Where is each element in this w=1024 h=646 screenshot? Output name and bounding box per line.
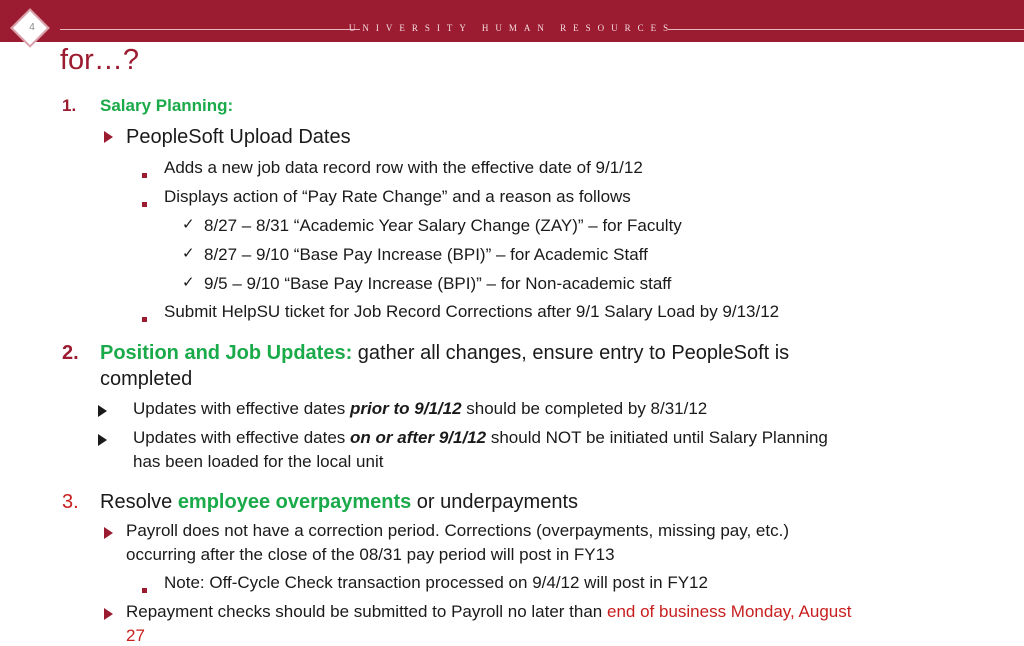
peoplesoft-upload-label: PeopleSoft Upload Dates [126, 126, 351, 148]
repayment-pre: Repayment checks should be submitted to Payroll no later than [126, 602, 607, 621]
update-item-post: should be completed by 8/31/12 [461, 399, 708, 418]
update-item-2 [133, 428, 828, 448]
check-item-text: 9/5 – 9/10 “Base Pay Increase (BPI)” – for Non-academic staff [204, 274, 672, 293]
section-1-heading: Salary Planning: [100, 96, 234, 115]
section-2-rest: gather all changes, ensure entry to PeopleSoft is [352, 342, 790, 364]
checkmark-icon: ✓ [182, 274, 195, 291]
repayment-deadline: end of business Monday, August [607, 602, 852, 621]
section-2-heading: Position and Job Updates: [100, 342, 353, 364]
header-banner [0, 0, 1024, 42]
check-item-text: 8/27 – 9/10 “Base Pay Increase (BPI)” – for Academic Staff [204, 245, 648, 264]
section-2-line2: completed [100, 368, 193, 390]
section-2-line [100, 342, 789, 365]
sub-arrow-icon [98, 433, 107, 451]
update-item-emphasis: prior to 9/1/12 [350, 399, 462, 418]
bullet-text: Adds a new job data record row with the effective date of 9/1/12 [164, 158, 643, 177]
note-text: Note: Off-Cycle Check transaction processed on 9/4/12 will post in FY12 [164, 573, 708, 592]
page-number: 4 [29, 22, 35, 33]
bullet-square-icon [142, 194, 147, 212]
payroll-text: Payroll does not have a correction period. Corrections (overpayments, missing pay, etc.) [126, 521, 789, 540]
update-item-emphasis: on or after 9/1/12 [350, 428, 487, 447]
repayment-text [126, 602, 851, 622]
bullet-text: Submit HelpSU ticket for Job Record Corrections after 9/1 Salary Load by 9/13/12 [164, 302, 780, 321]
section-3-pre: Resolve [100, 491, 178, 513]
section-2-number: 2. [62, 342, 79, 364]
section-3-post: or underpayments [411, 491, 579, 513]
update-item-pre: Updates with effective dates [133, 399, 351, 418]
checkmark-icon: ✓ [182, 245, 195, 262]
section-3-number: 3. [62, 491, 79, 513]
payroll-text-line2: occurring after the close of the 08/31 pay period will post in FY13 [126, 545, 615, 564]
section-3-line [100, 491, 578, 514]
bullet-text: Displays action of “Pay Rate Change” and a reason as follows [164, 187, 631, 206]
bullet-square-icon [142, 580, 147, 598]
sub-arrow-icon [104, 607, 113, 625]
check-item-text: 8/27 – 8/31 “Academic Year Salary Change (ZAY)” – for Faculty [204, 216, 682, 235]
banner-text: UNIVERSITY HUMAN RESOURCES [348, 23, 676, 33]
bullet-square-icon [142, 309, 147, 327]
bullet-square-icon [142, 165, 147, 183]
sub-arrow-icon [98, 404, 107, 422]
update-item-pre: Updates with effective dates [133, 428, 351, 447]
update-item-1 [133, 399, 707, 419]
section-3-heading: employee overpayments [177, 491, 412, 513]
sub-arrow-icon [104, 130, 113, 148]
repayment-deadline-line2: 27 [126, 626, 145, 645]
checkmark-icon: ✓ [182, 216, 195, 233]
sub-arrow-icon [104, 526, 113, 544]
update-item-2-line2: has been loaded for the local unit [133, 452, 384, 471]
section-1-number: 1. [62, 96, 77, 115]
slide-title: for…? [60, 44, 139, 76]
update-item-post: should NOT be initiated until Salary Planning [486, 428, 828, 447]
